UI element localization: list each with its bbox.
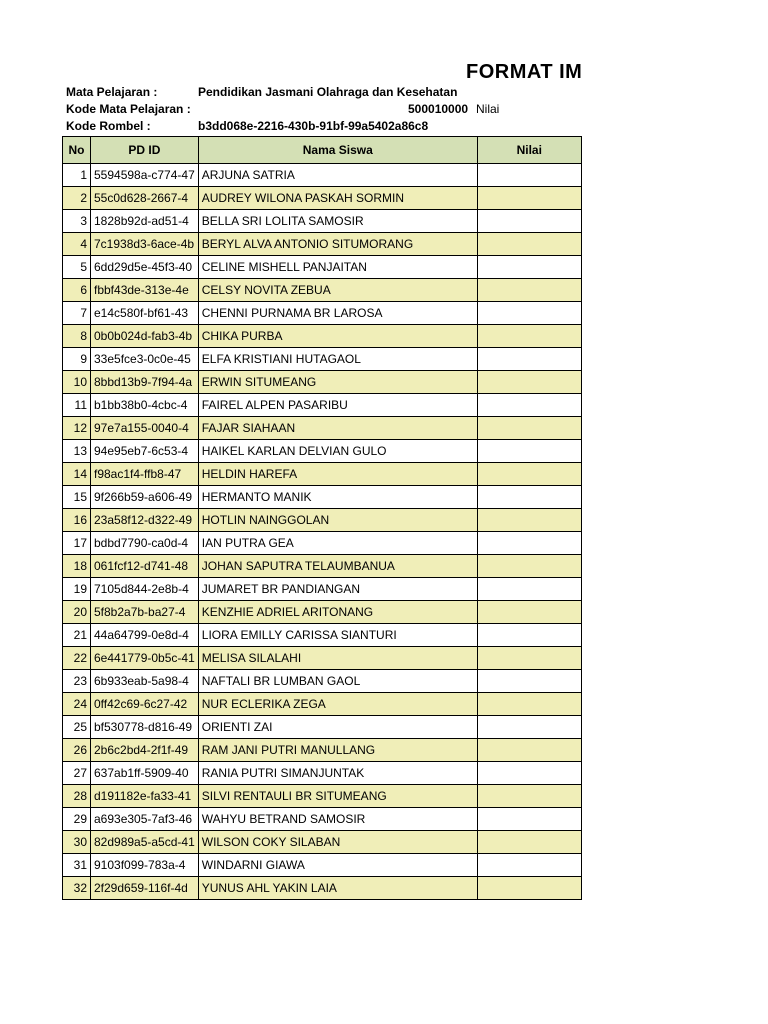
student-name-cell: RANIA PUTRI SIMANJUNTAK — [198, 762, 477, 785]
nilai-input-cell[interactable] — [477, 302, 581, 325]
row-number: 6 — [63, 279, 91, 302]
student-name-cell: FAJAR SIAHAAN — [198, 417, 477, 440]
table-row — [63, 256, 582, 279]
student-name-cell: NAFTALI BR LUMBAN GAOL — [198, 670, 477, 693]
sheet-title: FORMAT IM — [466, 61, 583, 82]
row-number: 8 — [63, 325, 91, 348]
nilai-input-cell[interactable] — [477, 831, 581, 854]
kode-mapel-label: Kode Mata Pelajaran : — [66, 102, 191, 116]
student-name-cell: CELSY NOVITA ZEBUA — [198, 279, 477, 302]
row-number: 21 — [63, 624, 91, 647]
pd-id-cell: 1828b92d-ad51-4 — [91, 210, 199, 233]
pd-id-cell: a693e305-7af3-46 — [91, 808, 199, 831]
nilai-input-cell[interactable] — [477, 233, 581, 256]
nilai-input-cell[interactable] — [477, 647, 581, 670]
row-number: 16 — [63, 509, 91, 532]
student-grade-table — [62, 136, 582, 900]
header-nilai: Nilai — [477, 137, 581, 164]
nilai-input-cell[interactable] — [477, 739, 581, 762]
student-name-cell: CHENNI PURNAMA BR LAROSA — [198, 302, 477, 325]
student-name-cell: ARJUNA SATRIA — [198, 164, 477, 187]
table-row — [63, 187, 582, 210]
student-name-cell: BERYL ALVA ANTONIO SITUMORANG — [198, 233, 477, 256]
nilai-input-cell[interactable] — [477, 210, 581, 233]
row-number: 3 — [63, 210, 91, 233]
nilai-input-cell[interactable] — [477, 854, 581, 877]
header-no: No — [63, 137, 91, 164]
nilai-input-cell[interactable] — [477, 486, 581, 509]
nilai-label: Nilai — [476, 102, 500, 116]
nilai-input-cell[interactable] — [477, 877, 581, 900]
table-row — [63, 670, 582, 693]
pd-id-cell: 23a58f12-d322-49 — [91, 509, 199, 532]
nilai-input-cell[interactable] — [477, 371, 581, 394]
student-name-cell: IAN PUTRA GEA — [198, 532, 477, 555]
nilai-input-cell[interactable] — [477, 785, 581, 808]
table-row — [63, 509, 582, 532]
table-row — [63, 302, 582, 325]
pd-id-cell: 82d989a5-a5cd-41 — [91, 831, 199, 854]
header-nama-siswa: Nama Siswa — [198, 137, 477, 164]
student-name-cell: WAHYU BETRAND SAMOSIR — [198, 808, 477, 831]
pd-id-cell: 33e5fce3-0c0e-45 — [91, 348, 199, 371]
nilai-input-cell[interactable] — [477, 164, 581, 187]
nilai-input-cell[interactable] — [477, 279, 581, 302]
student-name-cell: KENZHIE ADRIEL ARITONANG — [198, 601, 477, 624]
pd-id-cell: 7c1938d3-6ace-4b — [91, 233, 199, 256]
table-row — [63, 463, 582, 486]
table-row — [63, 394, 582, 417]
table-row — [63, 739, 582, 762]
row-number: 17 — [63, 532, 91, 555]
rombel-value: b3dd068e-2216-430b-91bf-99a5402a86c8 — [198, 119, 429, 133]
table-row — [63, 210, 582, 233]
pd-id-cell: 2b6c2bd4-2f1f-49 — [91, 739, 199, 762]
nilai-input-cell[interactable] — [477, 256, 581, 279]
mapel-label: Mata Pelajaran : — [66, 85, 158, 99]
student-name-cell: HERMANTO MANIK — [198, 486, 477, 509]
pd-id-cell: 55c0d628-2667-4 — [91, 187, 199, 210]
table-row — [63, 877, 582, 900]
student-name-cell: LIORA EMILLY CARISSA SIANTURI — [198, 624, 477, 647]
pd-id-cell: 2f29d659-116f-4d — [91, 877, 199, 900]
row-number: 30 — [63, 831, 91, 854]
nilai-input-cell[interactable] — [477, 325, 581, 348]
row-number: 31 — [63, 854, 91, 877]
row-number: 26 — [63, 739, 91, 762]
row-number: 1 — [63, 164, 91, 187]
row-number: 12 — [63, 417, 91, 440]
table-row — [63, 325, 582, 348]
table-header-row — [63, 137, 582, 164]
student-name-cell: SILVI RENTAULI BR SITUMEANG — [198, 785, 477, 808]
pd-id-cell: e14c580f-bf61-43 — [91, 302, 199, 325]
nilai-input-cell[interactable] — [477, 509, 581, 532]
student-name-cell: HOTLIN NAINGGOLAN — [198, 509, 477, 532]
table-row — [63, 417, 582, 440]
row-number: 23 — [63, 670, 91, 693]
table-row — [63, 371, 582, 394]
student-name-cell: WILSON COKY SILABAN — [198, 831, 477, 854]
pd-id-cell: 5594598a-c774-47 — [91, 164, 199, 187]
row-number: 4 — [63, 233, 91, 256]
row-number: 29 — [63, 808, 91, 831]
pd-id-cell: bf530778-d816-49 — [91, 716, 199, 739]
row-number: 28 — [63, 785, 91, 808]
student-name-cell: BELLA SRI LOLITA SAMOSIR — [198, 210, 477, 233]
pd-id-cell: 6e441779-0b5c-41 — [91, 647, 199, 670]
student-name-cell: FAIREL ALPEN PASARIBU — [198, 394, 477, 417]
pd-id-cell: bdbd7790-ca0d-4 — [91, 532, 199, 555]
pd-id-cell: 8bbd13b9-7f94-4a — [91, 371, 199, 394]
table-row — [63, 164, 582, 187]
pd-id-cell: b1bb38b0-4cbc-4 — [91, 394, 199, 417]
student-name-cell: JOHAN SAPUTRA TELAUMBANUA — [198, 555, 477, 578]
row-number: 9 — [63, 348, 91, 371]
rombel-label: Kode Rombel : — [66, 119, 151, 133]
table-row — [63, 831, 582, 854]
row-number: 14 — [63, 463, 91, 486]
row-number: 11 — [63, 394, 91, 417]
nilai-input-cell[interactable] — [477, 187, 581, 210]
nilai-input-cell[interactable] — [477, 394, 581, 417]
table-row — [63, 647, 582, 670]
nilai-input-cell[interactable] — [477, 417, 581, 440]
nilai-input-cell[interactable] — [477, 808, 581, 831]
table-row — [63, 808, 582, 831]
row-number: 24 — [63, 693, 91, 716]
row-number: 15 — [63, 486, 91, 509]
row-number: 20 — [63, 601, 91, 624]
pd-id-cell: 6dd29d5e-45f3-40 — [91, 256, 199, 279]
table-row — [63, 233, 582, 256]
pd-id-cell: 9103f099-783a-4 — [91, 854, 199, 877]
table-row — [63, 532, 582, 555]
student-name-cell: YUNUS AHL YAKIN LAIA — [198, 877, 477, 900]
student-name-cell: NUR ECLERIKA ZEGA — [198, 693, 477, 716]
nilai-input-cell[interactable] — [477, 601, 581, 624]
pd-id-cell: 637ab1ff-5909-40 — [91, 762, 199, 785]
nilai-input-cell[interactable] — [477, 578, 581, 601]
student-name-cell: CELINE MISHELL PANJAITAN — [198, 256, 477, 279]
nilai-input-cell[interactable] — [477, 463, 581, 486]
pd-id-cell: 061fcf12-d741-48 — [91, 555, 199, 578]
pd-id-cell: 0b0b024d-fab3-4b — [91, 325, 199, 348]
row-number: 19 — [63, 578, 91, 601]
student-name-cell: CHIKA PURBA — [198, 325, 477, 348]
student-name-cell: ORIENTI ZAI — [198, 716, 477, 739]
table-row — [63, 762, 582, 785]
row-number: 22 — [63, 647, 91, 670]
pd-id-cell: 6b933eab-5a98-4 — [91, 670, 199, 693]
row-number: 25 — [63, 716, 91, 739]
pd-id-cell: 44a64799-0e8d-4 — [91, 624, 199, 647]
table-row — [63, 601, 582, 624]
pd-id-cell: 9f266b59-a606-49 — [91, 486, 199, 509]
pd-id-cell: d191182e-fa33-41 — [91, 785, 199, 808]
row-number: 7 — [63, 302, 91, 325]
mapel-value: Pendidikan Jasmani Olahraga dan Kesehatan — [198, 85, 458, 99]
table-row — [63, 716, 582, 739]
nilai-input-cell[interactable] — [477, 670, 581, 693]
student-name-cell: RAM JANI PUTRI MANULLANG — [198, 739, 477, 762]
pd-id-cell: 0ff42c69-6c27-42 — [91, 693, 199, 716]
student-name-cell: ERWIN SITUMEANG — [198, 371, 477, 394]
nilai-input-cell[interactable] — [477, 532, 581, 555]
pd-id-cell: fbbf43de-313e-4e — [91, 279, 199, 302]
row-number: 27 — [63, 762, 91, 785]
kode-mapel-value: 500010000 — [408, 102, 469, 116]
student-name-cell: ELFA KRISTIANI HUTAGAOL — [198, 348, 477, 371]
nilai-input-cell[interactable] — [477, 440, 581, 463]
table-row — [63, 348, 582, 371]
student-name-cell: HELDIN HAREFA — [198, 463, 477, 486]
pd-id-cell: 97e7a155-0040-4 — [91, 417, 199, 440]
nilai-input-cell[interactable] — [477, 624, 581, 647]
table-row — [63, 578, 582, 601]
table-row — [63, 486, 582, 509]
pd-id-cell: 5f8b2a7b-ba27-4 — [91, 601, 199, 624]
row-number: 18 — [63, 555, 91, 578]
nilai-input-cell[interactable] — [477, 716, 581, 739]
row-number: 10 — [63, 371, 91, 394]
table-row — [63, 693, 582, 716]
row-number: 2 — [63, 187, 91, 210]
table-row — [63, 555, 582, 578]
student-name-cell: MELISA SILALAHI — [198, 647, 477, 670]
pd-id-cell: 7105d844-2e8b-4 — [91, 578, 199, 601]
nilai-input-cell[interactable] — [477, 693, 581, 716]
table-row — [63, 440, 582, 463]
row-number: 5 — [63, 256, 91, 279]
table-row — [63, 785, 582, 808]
student-name-cell: AUDREY WILONA PASKAH SORMIN — [198, 187, 477, 210]
row-number: 13 — [63, 440, 91, 463]
pd-id-cell: f98ac1f4-ffb8-47 — [91, 463, 199, 486]
nilai-input-cell[interactable] — [477, 348, 581, 371]
student-name-cell: WINDARNI GIAWA — [198, 854, 477, 877]
nilai-input-cell[interactable] — [477, 555, 581, 578]
student-name-cell: HAIKEL KARLAN DELVIAN GULO — [198, 440, 477, 463]
pd-id-cell: 94e95eb7-6c53-4 — [91, 440, 199, 463]
header-pd-id: PD ID — [91, 137, 199, 164]
table-row — [63, 854, 582, 877]
table-row — [63, 279, 582, 302]
table-row — [63, 624, 582, 647]
nilai-input-cell[interactable] — [477, 762, 581, 785]
row-number: 32 — [63, 877, 91, 900]
student-name-cell: JUMARET BR PANDIANGAN — [198, 578, 477, 601]
